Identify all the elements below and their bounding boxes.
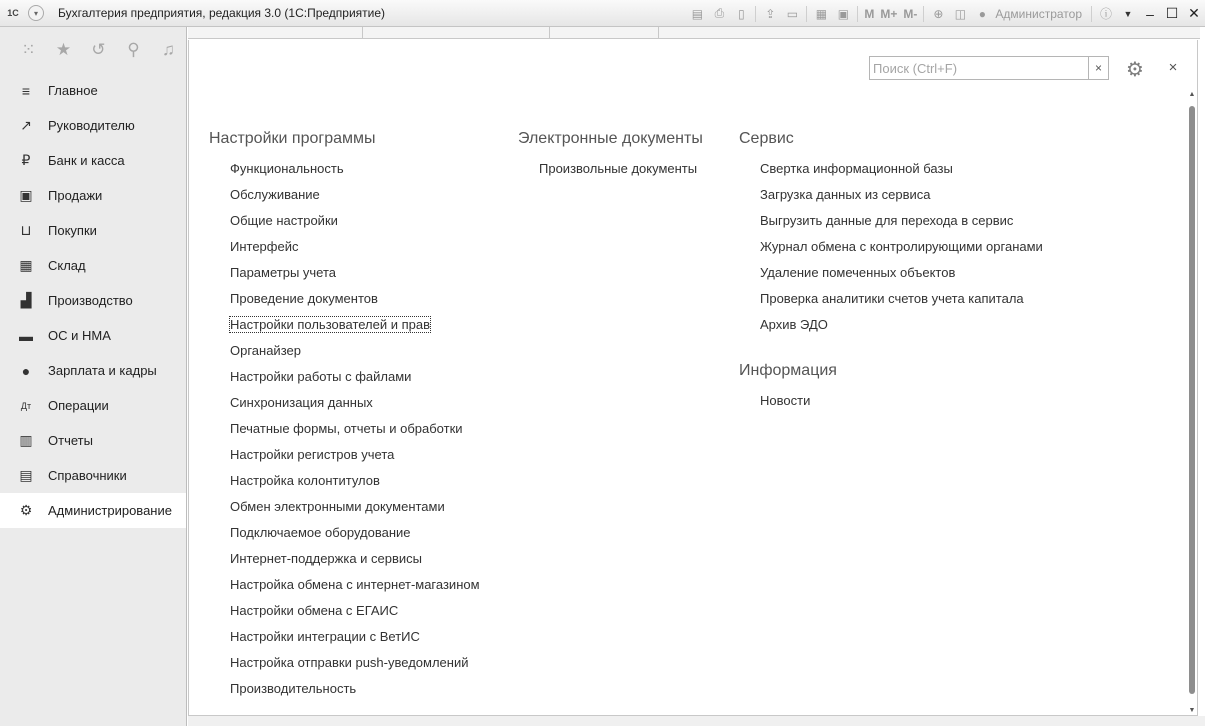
command-link-label: Общие настройки [230,213,338,228]
command-link-label: Подключаемое оборудование [230,525,411,540]
command-list [209,159,480,705]
column-program-settings [209,128,480,705]
sidebar-item-catalogs[interactable] [0,458,186,493]
command-link[interactable] [230,471,480,497]
command-link[interactable] [230,263,480,289]
command-link-label: Обмен электронными документами [230,499,445,514]
sidebar-item-sales[interactable] [0,178,186,213]
toolbar-separator [923,6,924,22]
apps-grid-icon[interactable]: ⁙ [21,40,36,59]
sidebar-item-label: Производство [48,293,133,308]
sections-panel [0,27,187,726]
command-link-label: Настройка обмена с интернет-магазином [230,577,480,592]
search-input[interactable] [870,57,1088,79]
command-link[interactable] [760,315,1043,341]
command-link-label: Проведение документов [230,291,378,306]
sidebar-item-reports[interactable] [0,423,186,458]
sidebar-item-warehouse[interactable] [0,248,186,283]
command-link-label: Функциональность [230,161,344,176]
title-bar [0,0,1205,27]
toolbar-separator [1091,6,1092,22]
document-icon[interactable]: ▭ [786,6,799,21]
command-link[interactable] [230,549,480,575]
tab-divider [658,27,659,39]
sidebar-item-label: Покупки [48,223,97,238]
command-list [739,159,1043,341]
command-link[interactable] [230,497,480,523]
bottom-strip [188,716,1205,726]
command-link-label: Синхронизация данных [230,395,373,410]
debit-credit-icon: Дт [20,400,32,411]
sidebar-item-label: Операции [48,398,109,413]
command-link[interactable] [760,211,1043,237]
command-link-label: Интернет-поддержка и сервисы [230,551,423,566]
app-logo: 1С [7,8,19,18]
title-toolbar [686,0,1205,27]
print-preview-icon[interactable]: ▯ [738,6,745,21]
command-link-label: Настройка отправки push-уведомлений [230,655,469,670]
search-box [869,56,1109,80]
command-link[interactable] [760,391,1043,417]
bar-chart-icon: ▥ [19,432,33,448]
save-icon[interactable]: ▤ [691,6,704,21]
sidebar-item-label: Администрирование [48,503,172,518]
trend-up-icon: ↗ [20,117,32,133]
command-link[interactable] [230,575,480,601]
ruble-coin-icon: ₽ [21,152,31,168]
command-link-label: Произвольные документы [539,161,698,176]
scroll-thumb[interactable] [1189,106,1195,694]
main-menu-button[interactable]: ▾ [28,5,44,21]
sidebar-item-label: ОС и НМА [48,328,111,343]
info-icon[interactable]: ⓘ [1099,7,1112,21]
toolbar-separator [755,6,756,22]
sidebar-item-payroll[interactable] [0,353,186,388]
search-icon[interactable]: ⚲ [127,40,140,59]
toolbar-separator [806,6,807,22]
history-icon[interactable]: ↺ [91,40,106,59]
window-title: Бухгалтерия предприятия, редакция 3.0 (1С:Предприятие) [58,6,386,20]
command-link-label: Выгрузить данные для перехода в сервис [760,213,1014,228]
memory-add-button[interactable]: M+ [880,6,898,21]
command-link-label: Новости [760,393,811,408]
sidebar-item-label: Банк и касса [48,153,125,168]
close-panel-button[interactable]: × [1168,58,1178,76]
command-link-label: Органайзер [230,343,301,358]
warehouse-grid-icon: ▦ [19,257,33,273]
sidebar-item-administration[interactable] [0,493,186,528]
sidebar-item-label: Руководителю [48,118,135,133]
command-link[interactable] [230,159,480,185]
command-link[interactable] [760,237,1043,263]
command-link[interactable] [230,185,480,211]
command-link[interactable] [230,679,480,705]
close-window-button[interactable]: ✕ [1188,5,1200,21]
command-link[interactable] [230,653,480,679]
command-link-label: Удаление помеченных объектов [760,265,956,280]
sidebar-item-operations[interactable] [0,388,186,423]
sidebar-item-label: Зарплата и кадры [48,363,157,378]
command-list [739,391,1043,417]
command-link[interactable] [230,445,480,471]
command-link[interactable] [230,341,480,367]
command-link[interactable] [230,289,480,315]
gear-icon: ⚙ [19,502,33,518]
sidebar-item-fixed-assets[interactable] [0,318,186,353]
notifications-bell-icon[interactable]: ♫ [162,40,175,59]
command-link-label: Обслуживание [230,187,320,202]
tab-divider [362,27,363,39]
sidebar-item-label: Главное [48,83,98,98]
truck-icon: ▬ [19,327,33,344]
clear-search-button[interactable]: × [1088,57,1108,79]
sidebar-item-label: Продажи [48,188,103,203]
sidebar-item-purchases[interactable] [0,213,186,248]
command-link-label: Печатные формы, отчеты и обработки [230,421,463,436]
column-service [739,128,1043,417]
command-link-label: Загрузка данных из сервиса [760,187,931,202]
sidebar-item-manager[interactable] [0,108,186,143]
command-link[interactable] [230,419,480,445]
command-link[interactable] [760,159,1043,185]
command-list [518,159,703,185]
tab-divider [549,27,550,39]
command-link-label: Архив ЭДО [760,317,828,332]
person-icon: ● [21,362,31,379]
command-link[interactable] [230,393,480,419]
quick-access-bar [0,27,186,73]
shopping-bag-icon: ▣ [19,187,33,203]
panels-icon[interactable]: ◫ [954,6,967,21]
command-link-label: Параметры учета [230,265,337,280]
command-link-label: Настройки обмена с ЕГАИС [230,603,399,618]
calendar-icon[interactable]: ▣ [837,6,850,21]
command-link[interactable] [230,627,480,653]
scroll-up-icon[interactable]: ▲ [1188,90,1196,98]
maximize-button[interactable]: ☐ [1165,5,1179,21]
chevron-down-icon[interactable]: ▼ [1123,8,1133,19]
group-heading: Настройки программы [209,130,376,147]
group-heading: Сервис [739,130,794,147]
command-link-label: Настройки работы с файлами [230,369,412,384]
sidebar-item-label: Отчеты [48,433,93,448]
command-link[interactable] [230,237,480,263]
command-link[interactable] [539,159,703,185]
minimize-button[interactable]: – [1146,5,1154,22]
cart-icon: ⊔ [20,222,32,238]
books-icon: ▤ [19,467,33,483]
menu-lines-icon: ≡ [21,82,31,99]
section-panel [188,40,1198,716]
command-link-label: Настройки интеграции с ВетИС [230,629,420,644]
sidebar-item-main[interactable] [0,73,186,108]
scroll-down-icon[interactable]: ▼ [1188,706,1196,714]
group-heading: Информация [739,362,837,379]
favorites-star-icon[interactable]: ★ [55,40,72,59]
command-link-label: Свертка информационной базы [760,161,953,176]
factory-icon: ▟ [20,292,32,308]
command-link[interactable] [760,185,1043,211]
vertical-scrollbar[interactable] [1186,88,1198,716]
command-link-label: Настройки пользователей и прав [230,317,431,332]
command-link-label: Журнал обмена с контролирующими органами [760,239,1043,254]
sidebar-item-bank[interactable] [0,143,186,178]
column-electronic-documents [518,128,703,185]
user-icon: ● [978,6,987,21]
command-link-label: Производительность [230,681,357,696]
toolbar-separator [857,6,858,22]
command-link[interactable] [230,601,480,627]
sidebar-item-production[interactable] [0,283,186,318]
zoom-icon[interactable]: ⊕ [933,6,944,21]
upload-icon[interactable]: ⇪ [765,6,776,21]
command-link[interactable] [230,523,480,549]
command-link[interactable] [760,289,1043,315]
command-link-label: Интерфейс [230,239,299,254]
current-user[interactable]: Администратор [995,6,1082,21]
command-link-label: Проверка аналитики счетов учета капитала [760,291,1024,306]
command-link[interactable] [230,211,480,237]
command-link[interactable] [760,263,1043,289]
memory-subtract-button[interactable]: M- [903,6,918,21]
command-link-label: Настройки регистров учета [230,447,395,462]
group-heading: Электронные документы [518,130,703,147]
command-link[interactable] [230,315,480,341]
sidebar-item-label: Склад [48,258,86,273]
sidebar-item-label: Справочники [48,468,127,483]
settings-gear-icon[interactable]: ⚙ [1126,58,1144,81]
calculator-icon[interactable]: ▦ [815,6,828,21]
memory-m-button[interactable]: M [864,6,875,21]
open-windows-tabstrip [188,27,1200,39]
command-link[interactable] [230,367,480,393]
print-icon[interactable]: ⎙ [714,6,725,20]
command-link-label: Настройка колонтитулов [230,473,380,488]
